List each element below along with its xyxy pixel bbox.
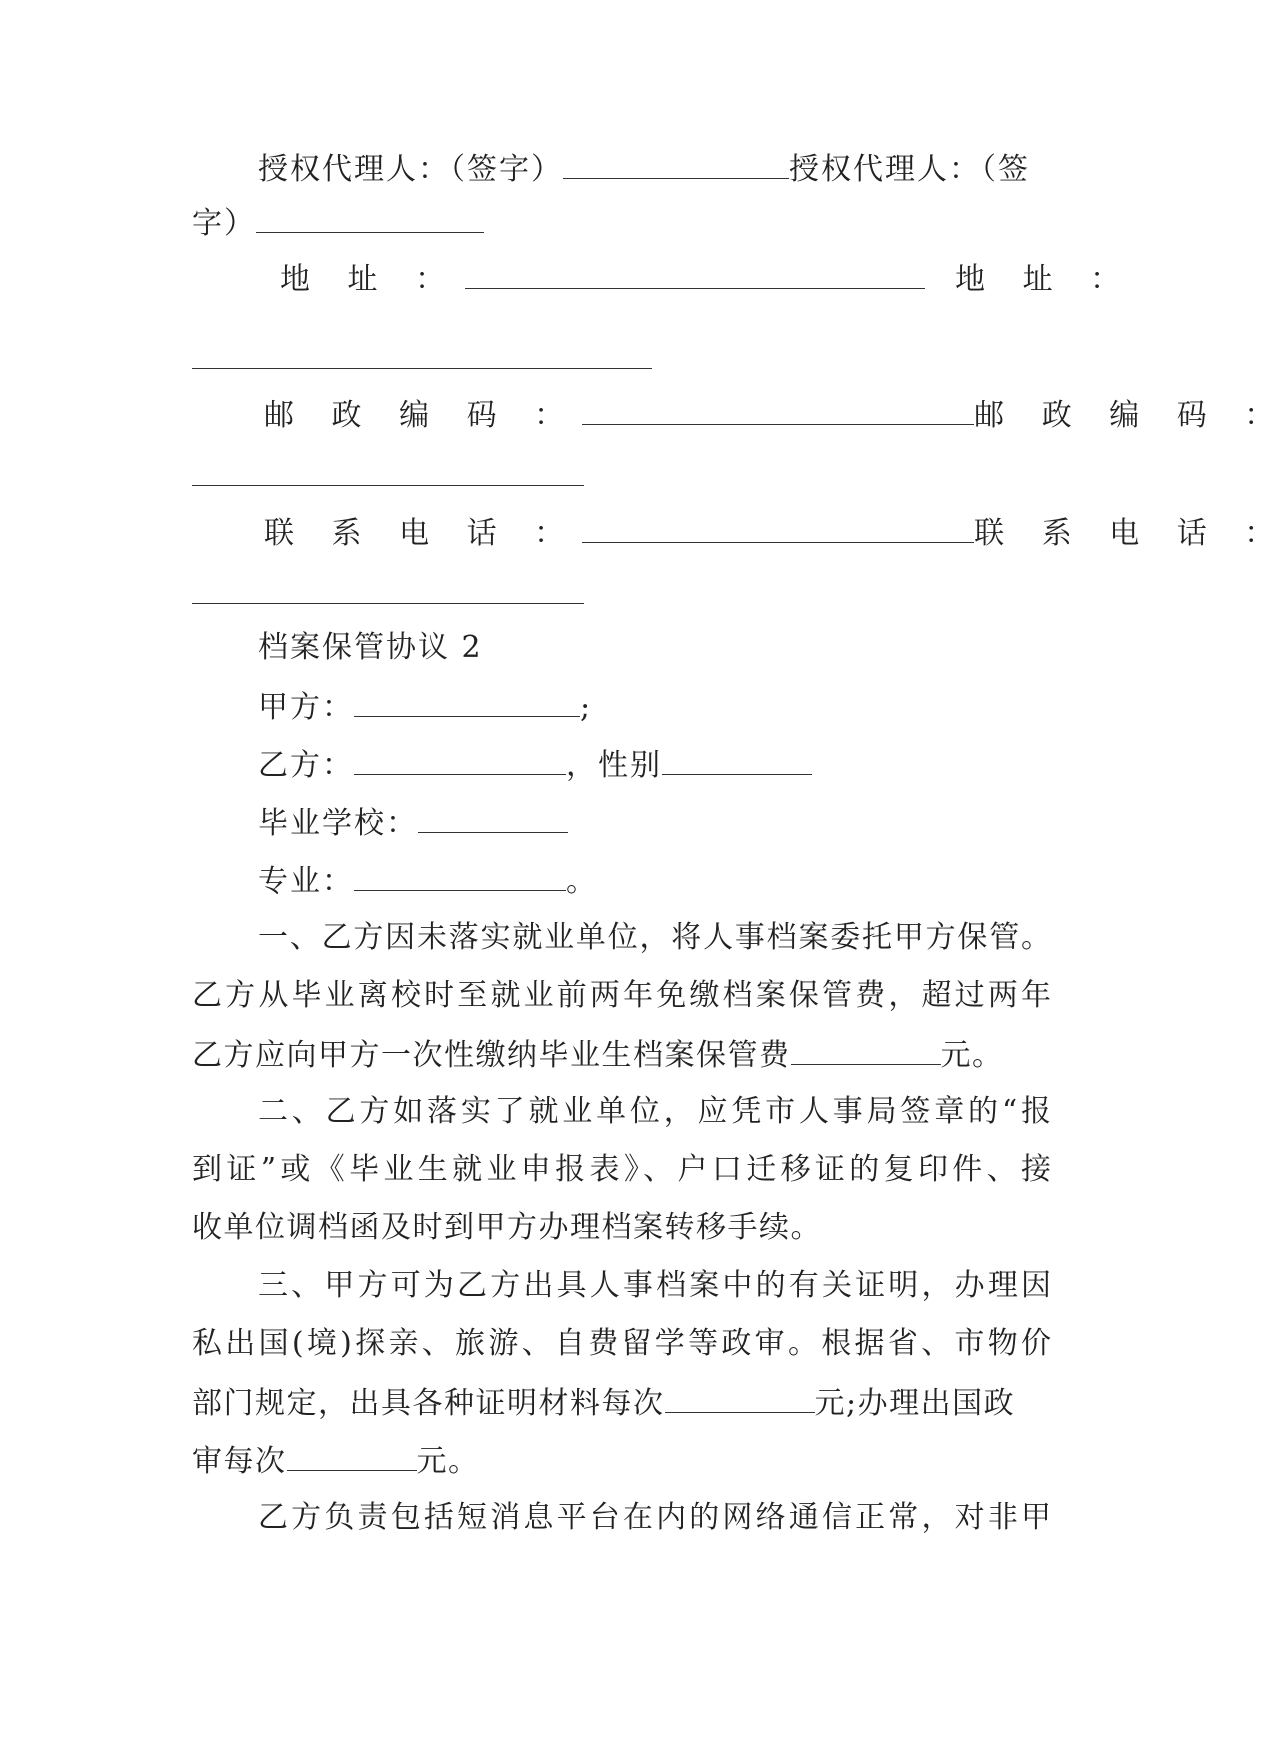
major-end: 。	[566, 864, 598, 899]
phone-line	[192, 512, 1288, 554]
phone-label-a: 联 系 电 话 ：	[264, 516, 579, 551]
phone-label-b: 联 系 电 话 ：	[974, 516, 1288, 551]
postcode-label-a: 邮 政 编 码 ：	[264, 398, 579, 433]
clause-1-line-2: 乙方从毕业离校时至就业前两年免缴档案保管费，超过两年	[192, 978, 1052, 1013]
school-line	[192, 802, 1052, 844]
clause-3-text: 部门规定，出具各种证明材料每次	[192, 1386, 665, 1421]
clause-3-text-2: 审每次	[192, 1444, 287, 1479]
clause-3-line-4	[192, 1440, 1052, 1482]
clause-3-line-3	[192, 1382, 1052, 1424]
clause-1-text: 乙方应向甲方一次性缴纳毕业生档案保管费	[192, 1038, 791, 1073]
address-line	[192, 258, 1135, 300]
agent-signature-blank-b	[256, 202, 484, 233]
agreement-title: 档案保管协议 2	[258, 630, 483, 665]
major-line	[192, 860, 1052, 902]
major-blank	[354, 860, 566, 891]
clause-1-line-1: 一、乙方因未落实就业单位，将人事档案委托甲方保管。	[258, 920, 1052, 955]
clause-1-line-3	[192, 1034, 1052, 1076]
phone-blank-b	[192, 603, 584, 604]
agent-signature-line	[192, 148, 1052, 190]
clause-1-end: 元。	[940, 1038, 1004, 1073]
agent-signature-line-cont	[192, 202, 1052, 244]
address-label-b: 地 址 ：	[955, 262, 1135, 297]
agent-signature-blank-a	[563, 148, 789, 179]
party-b-blank	[354, 744, 566, 775]
gender-label: ，性别	[566, 748, 662, 783]
clause-3-line-2: 私出国(境)探亲、旅游、自费留学等政审。根据省、市物价	[192, 1326, 1052, 1361]
clause-3-review-fee-blank	[287, 1440, 417, 1471]
postcode-blank-a	[582, 394, 974, 425]
address-label-a: 地 址 ：	[280, 262, 460, 297]
clause-2-line-2: 到证”或《毕业生就业申报表》、户口迁移证的复印件、接	[192, 1152, 1052, 1187]
agent-label-b: 授权代理人：（签	[789, 152, 1030, 187]
party-b-label: 乙方：	[258, 748, 354, 783]
address-blank-a	[465, 258, 925, 289]
phone-blank-a	[582, 512, 974, 543]
clause-2-line-1: 二、乙方如落实了就业单位，应凭市人事局签章的“报	[258, 1094, 1052, 1129]
gender-blank	[662, 744, 812, 775]
agent-label-a: 授权代理人：（签字）	[258, 152, 563, 187]
postcode-label-b: 邮 政 编 码 ：	[974, 398, 1288, 433]
school-label: 毕业学校：	[258, 806, 418, 841]
postcode-blank-b	[192, 485, 584, 486]
clause-2-line-3: 收单位调档函及时到甲方办理档案转移手续。	[192, 1210, 822, 1245]
clause-3-cert-fee-blank	[665, 1382, 815, 1413]
clause-3-end: 元。	[416, 1444, 480, 1479]
clause-4-line-1: 乙方负责包括短消息平台在内的网络通信正常，对非甲	[258, 1500, 1052, 1535]
party-a-label: 甲方：	[258, 690, 354, 725]
party-a-line	[192, 686, 1052, 728]
agent-label-b-cont: 字）	[192, 206, 256, 241]
clause-1-fee-blank	[791, 1034, 941, 1065]
party-b-line	[192, 744, 1052, 786]
party-a-blank	[354, 686, 580, 717]
party-a-end: ;	[580, 690, 593, 725]
school-blank	[418, 802, 568, 833]
clause-3-line-1: 三、甲方可为乙方出具人事档案中的有关证明，办理因	[258, 1268, 1052, 1303]
clause-3-mid: 元;办理出国政	[814, 1386, 1016, 1421]
major-label: 专业：	[258, 864, 354, 899]
address-blank-b	[192, 368, 652, 369]
postcode-line	[192, 394, 1288, 436]
